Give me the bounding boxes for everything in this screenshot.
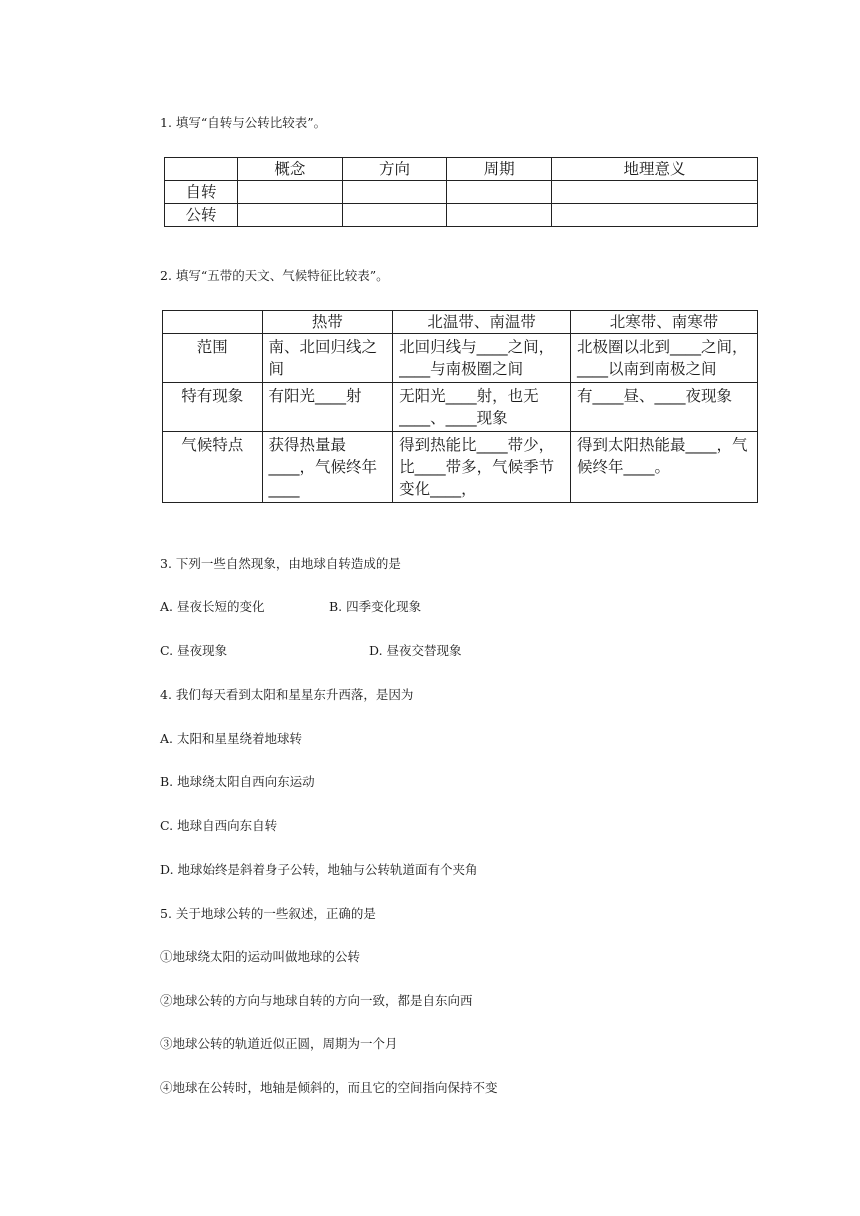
table-header-cell: 北温带、南温带	[393, 311, 571, 334]
table-header-cell: 热带	[262, 311, 393, 334]
table-header-row	[165, 158, 758, 181]
table-header-cell: 方向	[342, 158, 447, 181]
option-c[interactable]: C. 地球自西向东自转	[160, 818, 278, 833]
table-cell: 有阳光____射	[262, 383, 393, 432]
table-header-cell: 地理意义	[551, 158, 757, 181]
table-cell	[165, 158, 238, 181]
table-cell: 北极圈以北到____之间，____以南到南极之间	[571, 334, 758, 383]
question-3-text: 3. 下列一些自然现象，由地球自转造成的是	[160, 556, 401, 571]
question-2-text: 2. 填写“五带的天文、气候特征比较表”。	[160, 268, 389, 283]
question-5-text: 5. 关于地球公转的一些叙述，正确的是	[160, 906, 376, 921]
answer-cell[interactable]	[238, 204, 343, 227]
option-a[interactable]: A. 太阳和星星绕着地球转	[160, 731, 302, 746]
rotation-revolution-table	[164, 157, 758, 227]
table-header-cell: 北寒带、南寒带	[571, 311, 758, 334]
table-row	[165, 181, 758, 204]
table-row-label: 范围	[163, 334, 263, 383]
table-cell: 得到太阳热能最____，气候终年____。	[571, 432, 758, 503]
question-1-text: 1. 填写“自转与公转比较表”。	[160, 115, 327, 130]
option-d[interactable]: D. 地球始终是斜着身子公转，地轴与公转轨道面有个夹角	[160, 862, 478, 877]
five-zones-table	[162, 310, 758, 503]
option-a[interactable]: A. 昼夜长短的变化	[160, 599, 265, 614]
table-row-label: 气候特点	[163, 432, 263, 503]
question-4-text: 4. 我们每天看到太阳和星星东升西落，是因为	[160, 687, 414, 702]
statement-4: ④地球在公转时，地轴是倾斜的，而且它的空间指向保持不变	[160, 1080, 498, 1095]
table-cell: 得到热能比____带少，比____带多，气候季节变化____，	[393, 432, 571, 503]
answer-cell[interactable]	[551, 204, 757, 227]
option-c[interactable]: C. 昼夜现象	[160, 643, 228, 658]
table-cell	[163, 311, 263, 334]
table-cell: 无阳光____射，也无____、____现象	[393, 383, 571, 432]
table-row-label: 特有现象	[163, 383, 263, 432]
option-d[interactable]: D. 昼夜交替现象	[369, 643, 462, 658]
statement-2: ②地球公转的方向与地球自转的方向一致，都是自东向西	[160, 993, 473, 1008]
table-cell: 有____昼、____夜现象	[571, 383, 758, 432]
answer-cell[interactable]	[238, 181, 343, 204]
table-cell: 北回归线与____之间，____与南极圈之间	[393, 334, 571, 383]
table-row	[165, 204, 758, 227]
table-row	[163, 334, 758, 383]
table-cell: 获得热量最____，气候终年____	[262, 432, 393, 503]
answer-cell[interactable]	[551, 181, 757, 204]
option-b[interactable]: B. 地球绕太阳自西向东运动	[160, 774, 315, 789]
statement-1: ①地球绕太阳的运动叫做地球的公转	[160, 949, 361, 964]
answer-cell[interactable]	[447, 181, 552, 204]
table-row-label: 自转	[165, 181, 238, 204]
table-cell: 南、北回归线之间	[262, 334, 393, 383]
table-header-cell: 周期	[447, 158, 552, 181]
option-b[interactable]: B. 四季变化现象	[329, 599, 422, 614]
answer-cell[interactable]	[342, 204, 447, 227]
statement-3: ③地球公转的轨道近似正圆，周期为一个月	[160, 1036, 398, 1051]
answer-cell[interactable]	[447, 204, 552, 227]
table-header-row	[163, 311, 758, 334]
table-row-label: 公转	[165, 204, 238, 227]
answer-cell[interactable]	[342, 181, 447, 204]
table-row	[163, 432, 758, 503]
table-header-cell: 概念	[238, 158, 343, 181]
table-row	[163, 383, 758, 432]
